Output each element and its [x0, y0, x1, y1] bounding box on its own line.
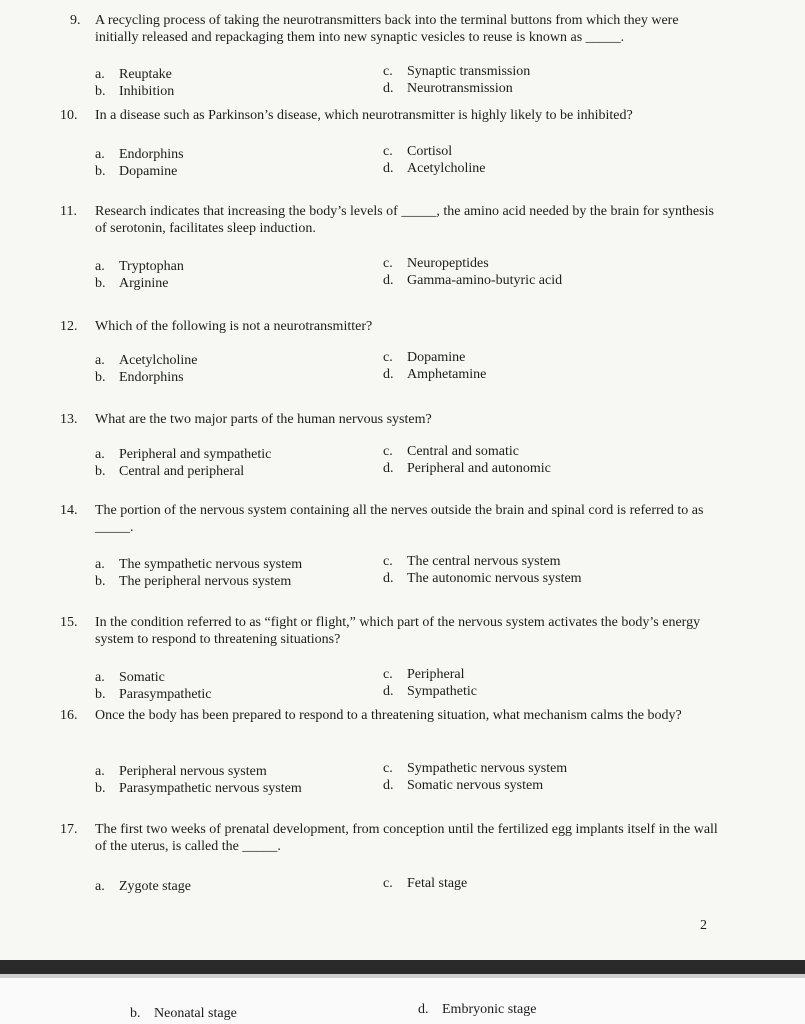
question-13	[60, 411, 720, 428]
option-d[interactable]: d. Amphetamine	[383, 367, 487, 382]
option-b[interactable]: b. Inhibition	[95, 84, 175, 99]
question-12	[60, 318, 720, 335]
option-b[interactable]: b. Central and peripheral	[95, 464, 245, 479]
option-d[interactable]: d. Gamma-amino-butyric acid	[383, 273, 563, 288]
option-b[interactable]: b. Endorphins	[95, 370, 184, 385]
option-b[interactable]: b. Parasympathetic nervous system	[95, 781, 302, 796]
option-a[interactable]: a. The sympathetic nervous system	[95, 557, 303, 572]
option-c[interactable]: c. The central nervous system	[383, 554, 561, 569]
question-number: 12.	[60, 319, 78, 334]
question-number: 13.	[60, 412, 78, 427]
question-number: 16.	[60, 708, 78, 723]
question-number: 10.	[60, 108, 78, 123]
option-d[interactable]: d. Sympathetic	[383, 684, 477, 699]
option-a[interactable]: a. Endorphins	[95, 147, 184, 162]
question-stem: In the condition referred to as “fight or flight,” which part of the nervous system activates the body’s energy system to respond to threatening situations?	[95, 615, 701, 647]
option-d[interactable]: d. Peripheral and autonomic	[383, 461, 551, 476]
option-b[interactable]: b. Arginine	[95, 276, 169, 291]
option-b[interactable]: b. Neonatal stage	[130, 1006, 237, 1021]
question-stem: What are the two major parts of the human nervous system?	[95, 412, 432, 427]
question-stem: In a disease such as Parkinson’s disease, which neurotransmitter is highly likely to be inhibited?	[95, 108, 633, 123]
option-c[interactable]: c. Dopamine	[383, 350, 466, 365]
option-d[interactable]: d. Neurotransmission	[383, 81, 513, 96]
question-stem: A recycling process of taking the neurotransmitters back into the terminal buttons from which they were initially released and repackaging them into new synaptic vesicles to reuse is known as _____.	[95, 13, 679, 45]
question-stem: The portion of the nervous system containing all the nerves outside the brain and spinal cord is referred to as _____.	[95, 503, 704, 535]
question-number: 11.	[60, 204, 77, 219]
option-a[interactable]: a. Tryptophan	[95, 259, 184, 274]
question-number: 17.	[60, 822, 78, 837]
question-number: 14.	[60, 503, 78, 518]
option-c[interactable]: c. Central and somatic	[383, 444, 519, 459]
option-d[interactable]: d. Embryonic stage	[418, 1002, 537, 1017]
option-c[interactable]: c. Sympathetic nervous system	[383, 761, 568, 776]
option-a[interactable]: a. Somatic	[95, 670, 165, 685]
option-c[interactable]: c. Cortisol	[383, 144, 453, 159]
option-a[interactable]: a. Peripheral nervous system	[95, 764, 267, 779]
question-stem: Research indicates that increasing the body’s levels of _____, the amino acid needed by the brain for synthesis of serotonin, facilitates sleep induction.	[95, 204, 714, 236]
option-d[interactable]: d. Acetylcholine	[383, 161, 486, 176]
question-stem: Which of the following is not a neurotransmitter?	[95, 319, 373, 334]
question-16	[60, 707, 720, 724]
option-c[interactable]: c. Neuropeptides	[383, 256, 489, 271]
question-17	[60, 821, 720, 855]
question-11	[60, 203, 720, 237]
option-c[interactable]: c. Synaptic transmission	[383, 64, 531, 79]
page-number: 2	[700, 918, 707, 933]
option-a[interactable]: a. Zygote stage	[95, 879, 191, 894]
question-number: 15.	[60, 615, 78, 630]
option-d[interactable]: d. Somatic nervous system	[383, 778, 544, 793]
option-c[interactable]: c. Fetal stage	[383, 876, 468, 891]
question-stem: Once the body has been prepared to respond to a threatening situation, what mechanism calms the body?	[95, 708, 682, 723]
option-c[interactable]: c. Peripheral	[383, 667, 465, 682]
question-14	[60, 502, 720, 536]
question-9	[60, 12, 720, 46]
question-number: 9.	[70, 13, 81, 28]
worksheet-page-2	[0, 978, 805, 1024]
option-b[interactable]: b. The peripheral nervous system	[95, 574, 292, 589]
question-10	[60, 107, 720, 124]
page-separator	[0, 960, 805, 974]
question-15	[60, 614, 720, 648]
option-a[interactable]: a. Acetylcholine	[95, 353, 198, 368]
option-d[interactable]: d. The autonomic nervous system	[383, 571, 582, 586]
option-b[interactable]: b. Parasympathetic	[95, 687, 212, 702]
option-b[interactable]: b. Dopamine	[95, 164, 178, 179]
option-a[interactable]: a. Reuptake	[95, 67, 172, 82]
option-a[interactable]: a. Peripheral and sympathetic	[95, 447, 272, 462]
question-stem: The first two weeks of prenatal development, from conception until the fertilized egg implants itself in the wall of the uterus, is called the _____.	[95, 822, 718, 854]
